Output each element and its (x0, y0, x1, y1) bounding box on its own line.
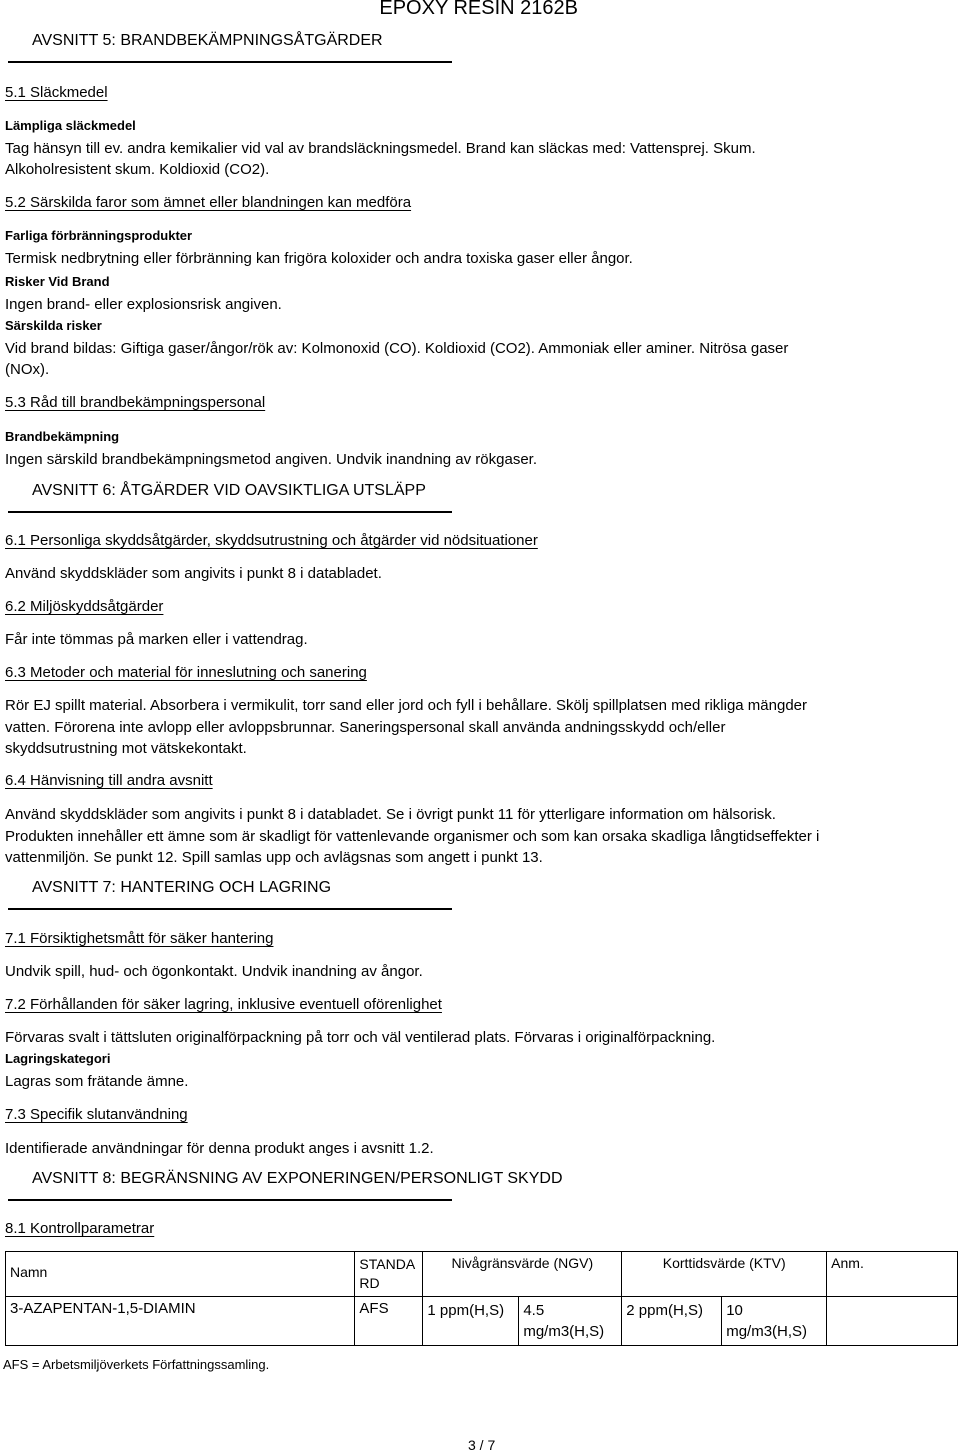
label-farliga-produkter: Farliga förbränningsprodukter (5, 228, 193, 243)
cell-namn: 3-AZAPENTAN-1,5-DIAMIN (6, 1297, 355, 1346)
text-6-1: Använd skyddskläder som angivits i punkt 8 i databladet. (5, 565, 382, 582)
column-header-anm: Anm. (827, 1252, 958, 1297)
section-6-header (8, 476, 452, 513)
subsection-6-2-heading: 6.2 Miljöskyddsåtgärder (5, 598, 164, 615)
footnote-afs: AFS = Arbetsmiljöverkets Författningssamling. (3, 1357, 270, 1372)
section-5-title: AVSNITT 5: BRANDBEKÄMPNINGSÅTGÄRDER (32, 32, 383, 49)
subsection-6-3-heading: 6.3 Metoder och material för inneslutning och sanering (5, 664, 367, 681)
label-lagringskategori: Lagringskategori (5, 1051, 111, 1066)
cell-standard: AFS (355, 1297, 423, 1346)
table-row (6, 1297, 958, 1346)
subsection-6-4-heading: 6.4 Hänvisning till andra avsnitt (5, 772, 213, 789)
text-brandbekampning: Ingen särskild brandbekämpningsmetod angiven. Undvik inandning av rökgaser. (5, 451, 537, 468)
text-sarskilda-risker-line1: Vid brand bildas: Giftiga gaser/ångor/rök av: Kolmonoxid (CO). Koldioxid (CO2). Ammoniak eller aminer. Nitrösa gaser (5, 340, 789, 357)
label-brandbekampning: Brandbekämpning (5, 429, 120, 444)
section-7-title: AVSNITT 7: HANTERING OCH LAGRING (32, 879, 332, 896)
subsection-7-3-heading: 7.3 Specifik slutanvändning (5, 1106, 188, 1123)
label-sarskilda-risker: Särskilda risker (5, 318, 102, 333)
text-6-3-line1: Rör EJ spillt material. Absorbera i vermikulit, torr sand eller jord och fyll i behållare. Skölj spillplatsen med rikliga mängder (5, 697, 807, 714)
subsection-7-2-heading: 7.2 Förhållanden för säker lagring, inklusive eventuell oförenlighet (5, 996, 442, 1013)
control-parameters-table (5, 1251, 958, 1346)
text-farliga-produkter: Termisk nedbrytning eller förbränning kan frigöra koloxider och andra toxiska gaser eller ångor. (5, 250, 633, 267)
text-7-1: Undvik spill, hud- och ögonkontakt. Undvik inandning av ångor. (5, 963, 423, 980)
subsection-5-3-heading: 5.3 Råd till brandbekämpningspersonal (5, 394, 266, 411)
text-6-2: Får inte tömmas på marken eller i vattendrag. (5, 631, 308, 648)
cell-ktv-ppm: 2 ppm(H,S) (622, 1297, 722, 1346)
subsection-6-1-heading: 6.1 Personliga skyddsåtgärder, skyddsutrustning och åtgärder vid nödsituationer (5, 532, 538, 549)
column-header-ktv: Korttidsvärde (KTV) (622, 1252, 827, 1297)
cell-ngv-mg: 4.5 mg/m3(H,S) (519, 1297, 622, 1346)
document-title: EPOXY RESIN 2162B (379, 0, 578, 19)
subsection-7-1-heading: 7.1 Försiktighetsmått för säker hantering (5, 930, 274, 947)
text-6-3-line3: skyddsutrustning mot vätskekontakt. (5, 740, 247, 757)
section-6-title: AVSNITT 6: ÅTGÄRDER VID OAVSIKTLIGA UTSLÄPP (32, 482, 426, 499)
section-5-header (8, 26, 452, 63)
cell-ktv-mg: 10 mg/m3(H,S) (722, 1297, 827, 1346)
cell-anm (827, 1297, 958, 1346)
text-risker-vid-brand: Ingen brand- eller explosionsrisk angiven. (5, 296, 282, 313)
table-header-row (6, 1252, 958, 1297)
section-8-title: AVSNITT 8: BEGRÄNSNING AV EXPONERINGEN/PERSONLIGT SKYDD (32, 1170, 563, 1187)
subsection-5-2-heading: 5.2 Särskilda faror som ämnet eller blandningen kan medföra (5, 194, 412, 211)
text-lagringskategori: Lagras som frätande ämne. (5, 1073, 189, 1090)
subsection-8-1-heading: 8.1 Kontrollparametrar (5, 1220, 155, 1237)
text-lampliga-line2: Alkoholresistent skum. Koldioxid (CO2). (5, 161, 270, 178)
text-7-3: Identifierade användningar för denna produkt anges i avsnitt 1.2. (5, 1140, 434, 1157)
text-sarskilda-risker-line2: (NOx). (5, 361, 50, 378)
text-7-2: Förvaras svalt i tättsluten originalförpackning på torr och väl ventilerad plats. Förvaras i originalförpackning. (5, 1029, 716, 1046)
section-8-header (8, 1164, 563, 1201)
subsection-5-1-heading: 5.1 Släckmedel (5, 84, 108, 101)
column-header-namn: Namn (6, 1252, 355, 1297)
text-6-4-line3: vattenmiljön. Se punkt 12. Spill samlas upp och avlägsnas som angett i punkt 13. (5, 849, 543, 866)
section-7-header (8, 873, 452, 910)
text-lampliga-line1: Tag hänsyn till ev. andra kemikalier vid val av brandsläckningsmedel. Brand kan släckas med: Vattensprej. Skum. (5, 140, 756, 157)
column-header-ngv: Nivågränsvärde (NGV) (423, 1252, 622, 1297)
text-6-4-line1: Använd skyddskläder som angivits i punkt 8 i databladet. Se i övrigt punkt 11 för ytterligare information om hälsorisk. (5, 806, 776, 823)
page-number: 3 / 7 (468, 1437, 496, 1453)
text-6-4-line2: Produkten innehåller ett ämne som är skadligt för vattenlevande organismer och som kan orsaka skadliga långtidseffekter i (5, 828, 820, 845)
label-risker-vid-brand: Risker Vid Brand (5, 274, 110, 289)
text-6-3-line2: vatten. Förorena inte avlopp eller avloppsbrunnar. Saneringspersonal skall använda andningsskydd och/eller (5, 719, 726, 736)
column-header-standard: STANDA RD (355, 1252, 423, 1297)
cell-ngv-ppm: 1 ppm(H,S) (423, 1297, 519, 1346)
label-lampliga-slackmedel: Lämpliga släckmedel (5, 118, 136, 133)
